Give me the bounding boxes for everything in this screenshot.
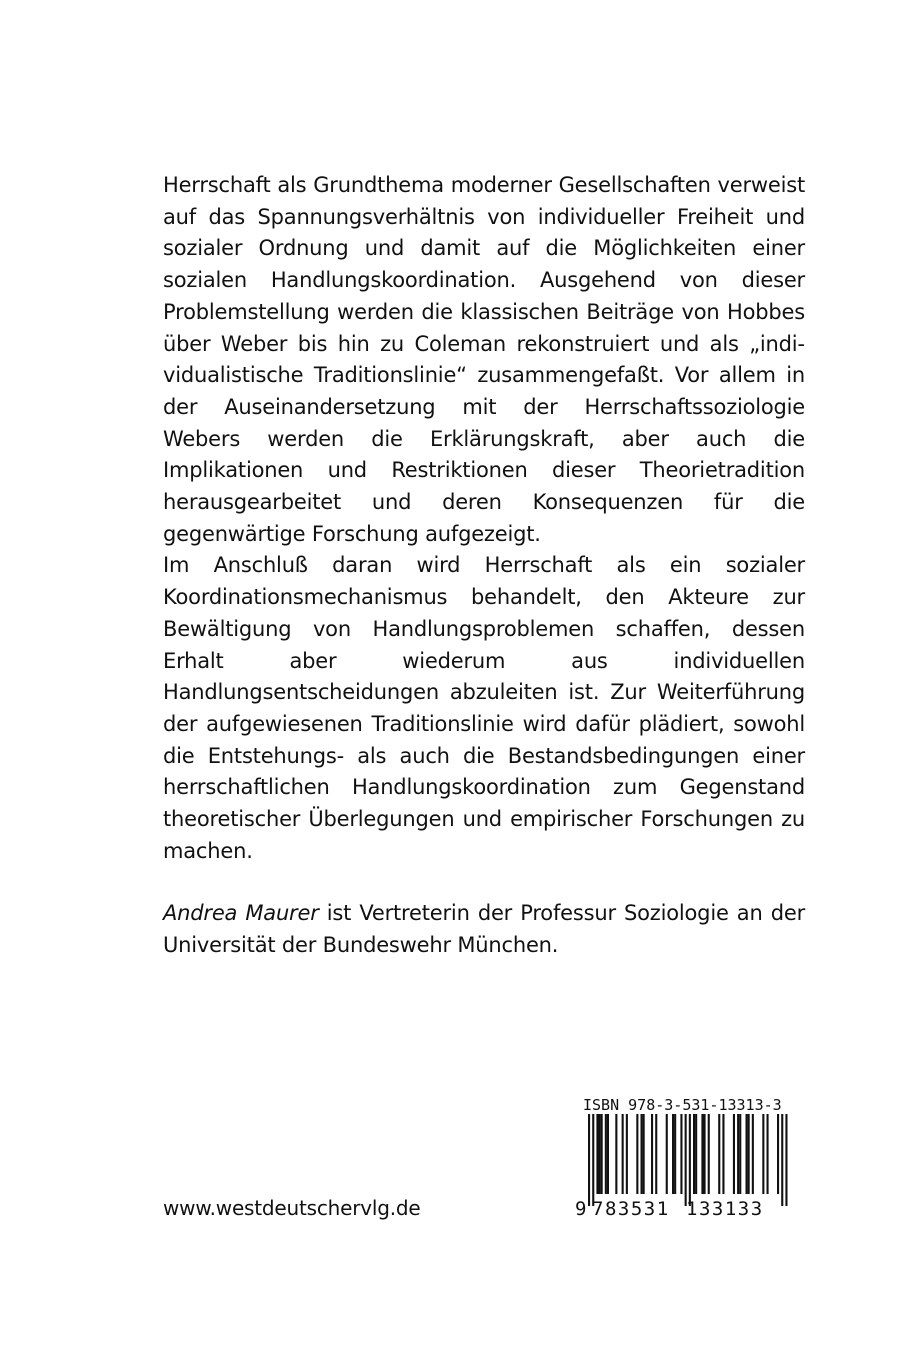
publisher-url: www.westdeutschervlg.de — [163, 1196, 421, 1220]
barcode-bar — [607, 1114, 609, 1194]
barcode-bar — [748, 1114, 750, 1194]
barcode-bar — [622, 1114, 624, 1194]
barcode-bar — [752, 1114, 754, 1194]
barcode-digits-left: 783531 — [592, 1198, 670, 1218]
barcode-bar — [767, 1114, 769, 1194]
barcode-bar — [693, 1114, 695, 1194]
barcode-bar — [666, 1114, 668, 1194]
author-bio-text: ist Vertreterin der Professur Soziologie an der Universität der Bundeswehr München. — [163, 901, 805, 958]
barcode-digit-first: 9 — [575, 1198, 587, 1218]
barcode-bar — [722, 1114, 724, 1194]
barcode-bar — [605, 1114, 607, 1194]
author-bio — [163, 898, 805, 961]
barcode-bar — [615, 1114, 617, 1194]
isbn-label: ISBN 978-3-531-13313-3 — [583, 1096, 782, 1114]
barcode-bar — [708, 1114, 710, 1194]
barcode-bar — [785, 1114, 787, 1206]
barcode-bar — [685, 1114, 687, 1206]
barcode-bar — [762, 1114, 764, 1194]
barcode-bar — [674, 1114, 676, 1194]
barcode-bar — [588, 1114, 590, 1206]
barcode-bar — [746, 1114, 748, 1194]
barcode-bar — [737, 1114, 739, 1194]
barcode-bar — [781, 1114, 783, 1206]
blurb-paragraph-2: Im Anschluß daran wird Herrschaft als ein sozialer Koordinationsmechanismus behandelt, den Akteure zur Bewältigung von Handlungsproblemen schaffen, dessen Erhalt aber wiederum aus individuellen Handlungsentscheidungen abzuleiten ist. Zur Weiterführung der aufgewiesenen Traditionslinie wird dafür plädiert, sowohl die Entstehungs- als auch die Bestandsbedingungen einer herrschaftlichen Handlungskoordination zum Gegenstand theoretischer Überlegungen und empirischer Forschungen zu machen. — [163, 553, 805, 863]
paragraph-spacer — [163, 867, 805, 898]
author-name: Andrea Maurer — [163, 901, 319, 926]
barcode-bar — [704, 1114, 706, 1194]
barcode-bar — [651, 1114, 653, 1194]
barcode-bar — [695, 1114, 697, 1194]
back-cover-blurb — [163, 170, 805, 962]
barcode-bar — [643, 1114, 645, 1194]
barcode-bar — [689, 1114, 691, 1206]
barcode-bar — [626, 1114, 628, 1194]
barcode-bar — [636, 1114, 638, 1194]
barcode-bar — [592, 1114, 594, 1206]
isbn-barcode — [574, 1114, 789, 1218]
blurb-paragraph-1: Herrschaft als Grundthema moderner Gesellschaften verweist auf das Spannungsverhältnis von individueller Freiheit und sozialer Ordnung und damit auf die Möglichkeiten einer sozialen Handlungskoordination. Ausgehend von dieser Problemstellung werden die klassischen Beiträge von Hobbes über Weber bis hin zu Coleman rekonstruiert und als „individualistische Traditionslinie“ zusammengefaßt. Vor allem in der Auseinandersetzung mit der Herrschaftssoziologie Webers werden die Erklärungskraft, aber auch die Implikationen und Restriktionen dieser Theorietradition herausgearbeitet und deren Konsequenzen für die gegenwärtige Forschung aufgezeigt. — [163, 173, 805, 546]
barcode-bar — [733, 1114, 735, 1194]
barcode-bar — [777, 1114, 779, 1194]
barcode-bar — [596, 1114, 598, 1194]
barcode-bar — [718, 1114, 720, 1194]
barcode-bar — [599, 1114, 601, 1194]
barcode-bar — [641, 1114, 643, 1194]
barcode-digits-right: 133133 — [686, 1198, 764, 1218]
barcode-bar — [655, 1114, 657, 1194]
barcode-bar — [680, 1114, 682, 1194]
barcode-bar — [601, 1114, 603, 1194]
barcode-bars — [588, 1114, 788, 1206]
barcode-bar — [701, 1114, 703, 1194]
barcode-bar — [672, 1114, 674, 1194]
barcode-bar — [739, 1114, 741, 1194]
